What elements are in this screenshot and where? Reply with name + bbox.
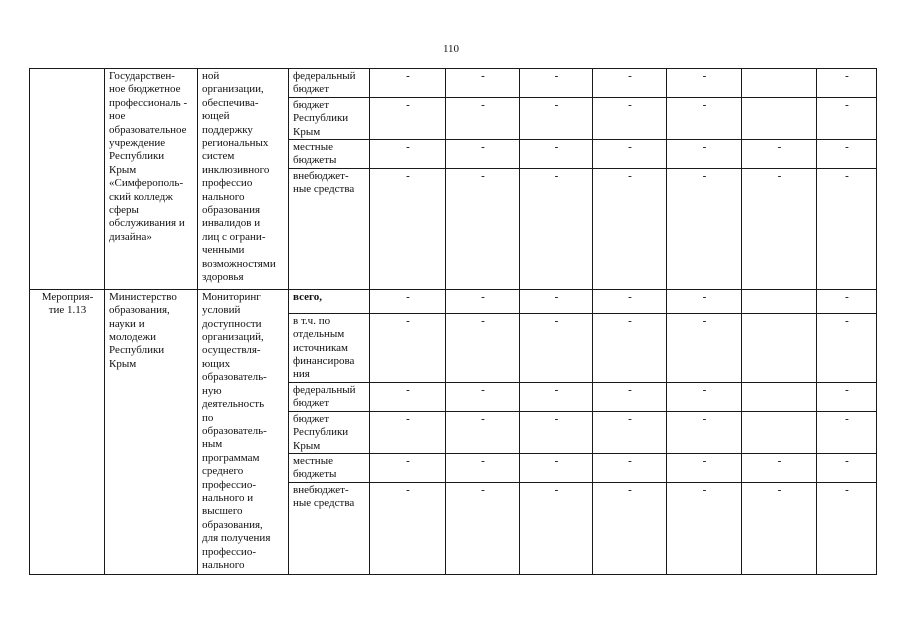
value-cell: - (667, 289, 742, 313)
value-cell: - (817, 97, 877, 139)
funding-source-cell: федеральный бюджет (289, 69, 370, 98)
value-cell: - (520, 69, 593, 98)
value-cell: - (520, 382, 593, 411)
value-cell: - (520, 313, 593, 382)
value-cell: - (667, 313, 742, 382)
value-cell: - (667, 69, 742, 98)
value-cell: - (593, 382, 667, 411)
funding-source-cell: местные бюджеты (289, 453, 370, 482)
value-cell: - (817, 382, 877, 411)
value-cell: - (817, 69, 877, 98)
value-cell: - (817, 453, 877, 482)
page-number: 110 (442, 43, 460, 55)
value-cell: - (817, 289, 877, 313)
value-cell: - (593, 69, 667, 98)
result-cell: ной организации, обеспечива- ющей поддержку региональных систем инклюзивного профессио нального образования инвалидов и лиц с ограни- ченными возможностями здоровья (198, 69, 289, 290)
value-cell: - (742, 453, 817, 482)
value-cell: - (817, 140, 877, 169)
value-cell (742, 411, 817, 453)
value-cell: - (446, 140, 520, 169)
value-cell: - (593, 313, 667, 382)
value-cell: - (593, 97, 667, 139)
value-cell (742, 69, 817, 98)
value-cell: - (520, 97, 593, 139)
funding-source-cell: бюджет Республики Крым (289, 411, 370, 453)
value-cell: - (370, 382, 446, 411)
value-cell: - (817, 482, 877, 574)
value-cell: - (446, 168, 520, 289)
value-cell: - (370, 69, 446, 98)
value-cell: - (370, 411, 446, 453)
value-cell: - (520, 482, 593, 574)
value-cell: - (742, 140, 817, 169)
value-cell: - (446, 313, 520, 382)
value-cell: - (742, 482, 817, 574)
value-cell: - (593, 289, 667, 313)
value-cell: - (520, 289, 593, 313)
funding-source-cell: бюджет Республики Крым (289, 97, 370, 139)
value-cell: - (370, 289, 446, 313)
value-cell: - (817, 313, 877, 382)
value-cell: - (446, 382, 520, 411)
value-cell: - (370, 313, 446, 382)
result-cell: Мониторинг условий доступности организаций, осуществля- ющих образователь- ную деятельность по образователь- ным программам среднего профессио- нального и высшего образования, для получения профессио- нального (198, 289, 289, 574)
value-cell: - (667, 482, 742, 574)
value-cell: - (667, 97, 742, 139)
value-cell: - (817, 411, 877, 453)
table-row (30, 289, 877, 313)
value-cell (742, 313, 817, 382)
value-cell: - (520, 140, 593, 169)
funding-source-cell: федеральный бюджет (289, 382, 370, 411)
value-cell: - (593, 411, 667, 453)
table-row (30, 69, 877, 98)
value-cell: - (520, 411, 593, 453)
executor-cell: Государствен- ное бюджетное профессиональ - ное образовательное учреждение Республики Крым «Симферополь- ский колледж сферы обслуживания и дизайна» (105, 69, 198, 290)
value-cell: - (593, 453, 667, 482)
value-cell (742, 289, 817, 313)
value-cell: - (593, 168, 667, 289)
value-cell: - (742, 168, 817, 289)
value-cell (742, 382, 817, 411)
event-cell: Мероприя- тие 1.13 (30, 289, 105, 574)
executor-cell: Министерство образования, науки и молодежи Республики Крым (105, 289, 198, 574)
value-cell: - (817, 168, 877, 289)
value-cell: - (446, 97, 520, 139)
value-cell: - (446, 453, 520, 482)
value-cell: - (370, 482, 446, 574)
value-cell: - (446, 482, 520, 574)
funding-source-cell: местные бюджеты (289, 140, 370, 169)
value-cell: - (667, 168, 742, 289)
value-cell: - (446, 289, 520, 313)
value-cell: - (667, 411, 742, 453)
value-cell: - (520, 453, 593, 482)
value-cell: - (520, 168, 593, 289)
funding-source-cell: внебюджет- ные средства (289, 168, 370, 289)
event-cell-empty (30, 69, 105, 290)
value-cell: - (593, 140, 667, 169)
value-cell: - (370, 168, 446, 289)
value-cell: - (593, 482, 667, 574)
value-cell: - (667, 140, 742, 169)
value-cell: - (667, 382, 742, 411)
funding-source-cell: внебюджет- ные средства (289, 482, 370, 574)
value-cell: - (370, 97, 446, 139)
value-cell: - (446, 411, 520, 453)
value-cell (742, 97, 817, 139)
financing-table (29, 68, 877, 575)
value-cell: - (370, 453, 446, 482)
value-cell: - (370, 140, 446, 169)
value-cell: - (667, 453, 742, 482)
funding-source-cell: всего, (289, 289, 370, 313)
funding-source-cell: в т.ч. по отдельным источникам финансирова ния (289, 313, 370, 382)
value-cell: - (446, 69, 520, 98)
